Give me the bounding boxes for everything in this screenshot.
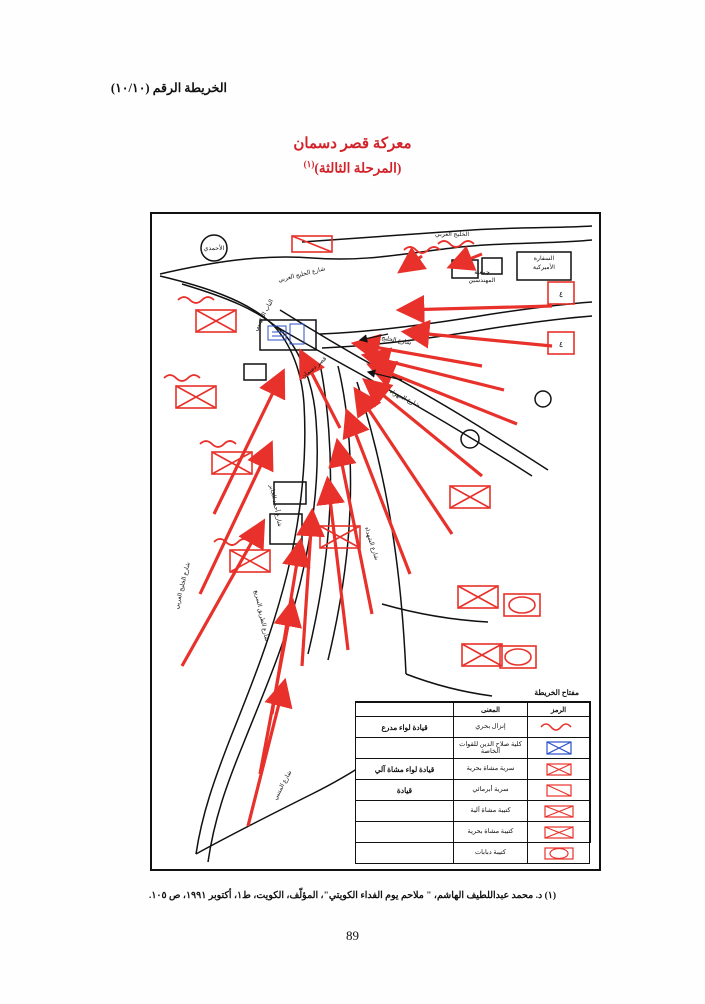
legend-meaning: كتيبة دبابات xyxy=(454,843,528,864)
legend-row xyxy=(356,780,590,801)
page-subtitle xyxy=(0,159,705,177)
svg-text:شارع الشهداء: شارع الشهداء xyxy=(362,526,380,561)
svg-text:شارع الخليج: شارع الخليج xyxy=(380,335,412,347)
svg-text:جمعية: جمعية xyxy=(474,269,490,276)
legend-meaning: سرية أبرمائي xyxy=(454,780,528,801)
legend-note xyxy=(356,801,454,822)
legend-meaning: سرية مشاة بحرية xyxy=(454,759,528,780)
legend-meaning: كتيبة مشاة آلية xyxy=(454,801,528,822)
amphibious-company-icon xyxy=(528,780,590,801)
svg-text:شارع أحمد الجابر: شارع أحمد الجابر xyxy=(267,484,283,528)
legend-meaning: كلية صلاح الدين للقوات الخاصة xyxy=(454,738,528,759)
college-icon xyxy=(528,738,590,759)
page-subtitle-text: (المرحلة الثالثة) xyxy=(314,160,402,176)
naval-landing-icon xyxy=(528,717,590,738)
legend-note xyxy=(356,822,454,843)
legend-row xyxy=(356,759,590,780)
mech-infantry-brigade-icon xyxy=(528,801,590,822)
legend-note xyxy=(356,738,454,759)
legend-note: قيادة لواء مدرع xyxy=(356,717,454,738)
svg-text:الأميركية: الأميركية xyxy=(533,264,555,271)
legend-row xyxy=(356,843,590,864)
svg-text:السفارة: السفارة xyxy=(533,255,555,262)
naval-infantry-brigade-icon xyxy=(528,822,590,843)
title-block xyxy=(0,134,705,177)
legend-table xyxy=(355,702,590,864)
footnote-text: (١) د. محمد عبداللطيف الهاشم، " ملاحم يوم الفداء الكويتي"، المؤلّف، الكويت، ط١، أكتوبر ١٩٩١، ص ١٠٥. xyxy=(148,891,557,901)
legend-note: قيادة xyxy=(356,780,454,801)
legend-row xyxy=(356,801,590,822)
legend-header-row xyxy=(356,703,590,717)
legend-title: مفتاح الخريطة xyxy=(534,688,579,697)
legend-header-meaning: المعنى xyxy=(454,703,528,717)
legend-row xyxy=(356,738,590,759)
svg-text:قصر دسمان: قصر دسمان xyxy=(300,356,328,381)
svg-text:٤: ٤ xyxy=(558,340,564,349)
legend-header-symbol: الرمز xyxy=(528,703,590,717)
svg-text:شارع المتنبي: شارع المتنبي xyxy=(272,769,294,802)
svg-text:الأحمدي: الأحمدي xyxy=(203,245,225,252)
map-figure xyxy=(150,212,601,871)
footnote-marker: (١) xyxy=(303,159,315,169)
legend-meaning: كتيبة مشاة بحرية xyxy=(454,822,528,843)
svg-text:المهندسين: المهندسين xyxy=(468,277,496,284)
svg-text:الخليج العربي: الخليج العربي xyxy=(434,231,470,238)
page-title: معركة قصر دسمان xyxy=(293,136,412,152)
legend-note: قيادة لواء مشاة آلي xyxy=(356,759,454,780)
map-legend xyxy=(355,701,591,857)
naval-infantry-company-icon xyxy=(528,759,590,780)
svg-text:شارع الخليج العربي: شارع الخليج العربي xyxy=(174,561,192,610)
tank-brigade-icon xyxy=(528,843,590,864)
page-number: 89 xyxy=(346,928,359,943)
svg-text:٤: ٤ xyxy=(558,290,564,299)
svg-text:شارع الخليج العربي: شارع الخليج العربي xyxy=(277,266,326,284)
map-number-caption: الخريطة الرقم (١٠/١٠) xyxy=(110,81,227,95)
legend-row xyxy=(356,717,590,738)
svg-text:شارع الطريق السريع: شارع الطريق السريع xyxy=(252,589,270,642)
legend-row xyxy=(356,822,590,843)
svg-text:شارع الجهراء: شارع الجهراء xyxy=(388,389,421,410)
legend-note xyxy=(356,843,454,864)
svg-text:الباب الرئيسي: الباب الرئيسي xyxy=(253,298,276,333)
legend-meaning: إنزال بحري xyxy=(454,717,528,738)
legend-header-note xyxy=(356,703,454,717)
